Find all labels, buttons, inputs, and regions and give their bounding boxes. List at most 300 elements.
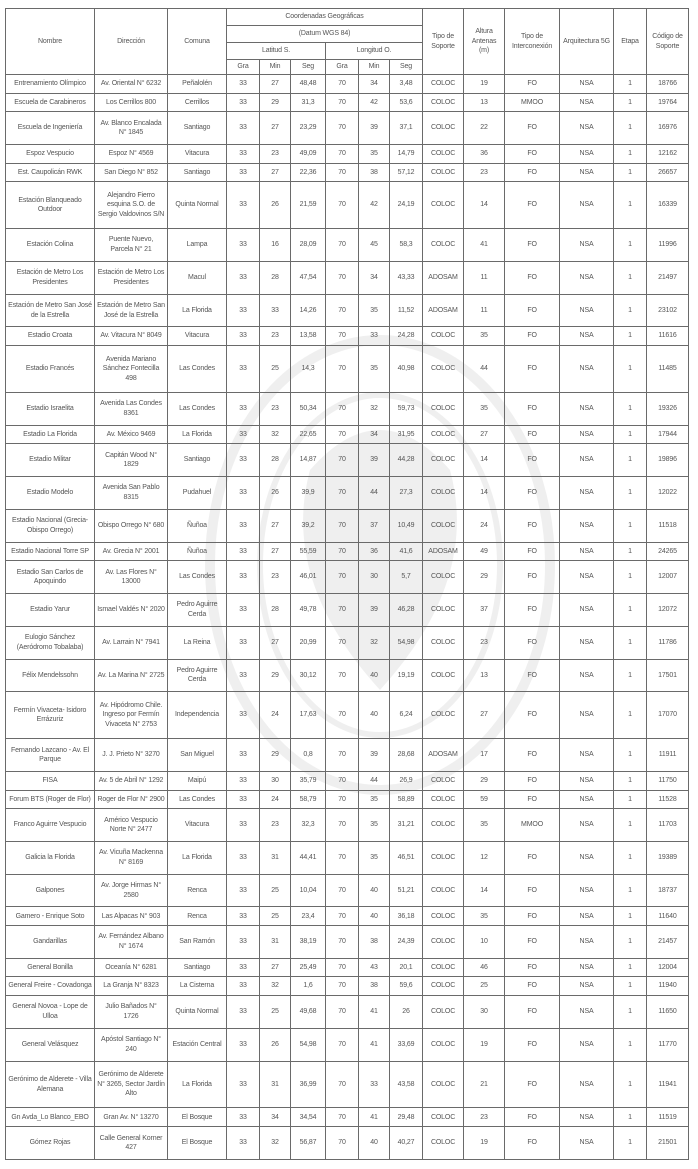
cell-tipo-soporte: ADOSAM <box>423 294 464 327</box>
cell-altura: 10 <box>464 926 505 959</box>
cell-interconexion: FO <box>505 346 560 393</box>
cell-lon-min: 35 <box>359 790 390 809</box>
cell-lon-gra: 70 <box>326 593 359 626</box>
cell-direccion: Av. Las Flores N° 13000 <box>95 561 168 594</box>
cell-interconexion: FO <box>505 996 560 1029</box>
cell-nombre: Galpones <box>6 874 95 907</box>
cell-tipo-soporte: COLOC <box>423 444 464 477</box>
cell-lat-seg: 49,68 <box>291 996 326 1029</box>
cell-altura: 29 <box>464 771 505 790</box>
cell-lat-seg: 54,98 <box>291 1028 326 1061</box>
cell-altura: 19 <box>464 1028 505 1061</box>
cell-etapa: 1 <box>614 392 647 425</box>
cell-etapa: 1 <box>614 229 647 262</box>
table-row <box>6 1061 689 1108</box>
cell-lon-seg: 19,19 <box>390 659 423 692</box>
cell-tipo-soporte: COLOC <box>423 75 464 94</box>
cell-altura: 30 <box>464 996 505 1029</box>
cell-nombre: General Velásquez <box>6 1028 95 1061</box>
cell-lat-gra: 33 <box>227 841 260 874</box>
cell-nombre: Félix Mendelssohn <box>6 659 95 692</box>
cell-comuna: La Florida <box>168 294 227 327</box>
table-row <box>6 1028 689 1061</box>
cell-altura: 41 <box>464 229 505 262</box>
cell-lat-gra: 33 <box>227 977 260 996</box>
cell-lon-seg: 28,68 <box>390 739 423 772</box>
cell-arquitectura: NSA <box>560 1127 614 1160</box>
cell-lon-seg: 24,19 <box>390 182 423 229</box>
cell-codigo: 11996 <box>647 229 689 262</box>
table-row <box>6 907 689 926</box>
cell-arquitectura: NSA <box>560 771 614 790</box>
cell-arquitectura: NSA <box>560 1028 614 1061</box>
cell-tipo-soporte: COLOC <box>423 1028 464 1061</box>
cell-nombre: Estación Blanqueado Outdoor <box>6 182 95 229</box>
cell-altura: 46 <box>464 958 505 977</box>
cell-etapa: 1 <box>614 327 647 346</box>
cell-etapa: 1 <box>614 163 647 182</box>
cell-arquitectura: NSA <box>560 958 614 977</box>
cell-nombre: Estadio Yarur <box>6 593 95 626</box>
cell-arquitectura: NSA <box>560 392 614 425</box>
cell-arquitectura: NSA <box>560 327 614 346</box>
cell-codigo: 19896 <box>647 444 689 477</box>
header-tipo-interconexion: Tipo de Interconexión <box>505 9 560 75</box>
cell-lat-seg: 49,78 <box>291 593 326 626</box>
cell-lon-min: 41 <box>359 1108 390 1127</box>
cell-lat-min: 32 <box>260 977 291 996</box>
cell-comuna: Renca <box>168 907 227 926</box>
cell-arquitectura: NSA <box>560 112 614 145</box>
cell-etapa: 1 <box>614 874 647 907</box>
cell-lat-min: 27 <box>260 75 291 94</box>
cell-lat-seg: 13,58 <box>291 327 326 346</box>
cell-arquitectura: NSA <box>560 93 614 112</box>
cell-interconexion: FO <box>505 739 560 772</box>
table-row <box>6 261 689 294</box>
cell-lon-min: 40 <box>359 874 390 907</box>
cell-lat-seg: 22,36 <box>291 163 326 182</box>
cell-comuna: La Cisterna <box>168 977 227 996</box>
cell-direccion: Gerónimo de Alderete N° 3265, Sector Jardín Alto <box>95 1061 168 1108</box>
cell-lat-seg: 14,87 <box>291 444 326 477</box>
cell-tipo-soporte: COLOC <box>423 926 464 959</box>
cell-lat-seg: 39,9 <box>291 477 326 510</box>
cell-direccion: Obispo Orrego N° 680 <box>95 509 168 542</box>
cell-lon-seg: 46,28 <box>390 593 423 626</box>
cell-nombre: General Bonilla <box>6 958 95 977</box>
cell-tipo-soporte: COLOC <box>423 327 464 346</box>
cell-codigo: 17501 <box>647 659 689 692</box>
cell-lat-gra: 33 <box>227 771 260 790</box>
cell-direccion: La Granja N° 8323 <box>95 977 168 996</box>
cell-interconexion: FO <box>505 294 560 327</box>
cell-lon-seg: 51,21 <box>390 874 423 907</box>
cell-arquitectura: NSA <box>560 739 614 772</box>
cell-altura: 13 <box>464 93 505 112</box>
cell-etapa: 1 <box>614 294 647 327</box>
cell-lat-min: 23 <box>260 809 291 842</box>
cell-comuna: La Florida <box>168 425 227 444</box>
cell-lon-min: 33 <box>359 1061 390 1108</box>
cell-lon-seg: 5,7 <box>390 561 423 594</box>
cell-lat-min: 26 <box>260 182 291 229</box>
table-row <box>6 739 689 772</box>
cell-altura: 19 <box>464 75 505 94</box>
header-altura: Altura Antenas (m) <box>464 9 505 75</box>
table-row <box>6 542 689 561</box>
cell-direccion: Los Cerrillos 800 <box>95 93 168 112</box>
cell-lat-gra: 33 <box>227 1108 260 1127</box>
table-row <box>6 425 689 444</box>
cell-altura: 37 <box>464 593 505 626</box>
cell-lat-min: 29 <box>260 739 291 772</box>
header-lon-seg: Seg <box>390 60 423 75</box>
cell-interconexion: FO <box>505 692 560 739</box>
cell-lon-min: 38 <box>359 163 390 182</box>
cell-lat-min: 27 <box>260 112 291 145</box>
cell-lat-gra: 33 <box>227 996 260 1029</box>
cell-tipo-soporte: COLOC <box>423 659 464 692</box>
cell-arquitectura: NSA <box>560 163 614 182</box>
cell-lon-gra: 70 <box>326 874 359 907</box>
cell-interconexion: FO <box>505 874 560 907</box>
cell-lon-min: 36 <box>359 542 390 561</box>
cell-arquitectura: NSA <box>560 144 614 163</box>
cell-lat-min: 16 <box>260 229 291 262</box>
table-row <box>6 561 689 594</box>
table-row <box>6 926 689 959</box>
cell-lon-seg: 31,21 <box>390 809 423 842</box>
cell-codigo: 21457 <box>647 926 689 959</box>
cell-lat-gra: 33 <box>227 692 260 739</box>
cell-lat-seg: 35,79 <box>291 771 326 790</box>
cell-lat-seg: 58,79 <box>291 790 326 809</box>
cell-lon-gra: 70 <box>326 144 359 163</box>
cell-lat-gra: 33 <box>227 561 260 594</box>
cell-altura: 17 <box>464 739 505 772</box>
cell-lon-seg: 20,1 <box>390 958 423 977</box>
cell-lat-gra: 33 <box>227 626 260 659</box>
cell-lon-min: 42 <box>359 93 390 112</box>
cell-tipo-soporte: COLOC <box>423 392 464 425</box>
table-row <box>6 771 689 790</box>
table-row <box>6 996 689 1029</box>
cell-nombre: Estadio Francés <box>6 346 95 393</box>
cell-lat-min: 27 <box>260 542 291 561</box>
cell-lon-seg: 26 <box>390 996 423 1029</box>
cell-lat-seg: 50,34 <box>291 392 326 425</box>
cell-lat-gra: 33 <box>227 926 260 959</box>
cell-arquitectura: NSA <box>560 996 614 1029</box>
cell-lon-gra: 70 <box>326 926 359 959</box>
cell-lon-gra: 70 <box>326 1108 359 1127</box>
cell-codigo: 11770 <box>647 1028 689 1061</box>
cell-tipo-soporte: COLOC <box>423 977 464 996</box>
cell-etapa: 1 <box>614 346 647 393</box>
cell-etapa: 1 <box>614 144 647 163</box>
cell-direccion: Julio Bañados N° 1726 <box>95 996 168 1029</box>
cell-nombre: Escuela de Carabineros <box>6 93 95 112</box>
cell-lat-gra: 33 <box>227 261 260 294</box>
cell-lon-gra: 70 <box>326 346 359 393</box>
cell-lat-min: 24 <box>260 790 291 809</box>
header-latitud: Latitud S. <box>227 43 326 60</box>
cell-codigo: 19326 <box>647 392 689 425</box>
cell-lon-seg: 41,6 <box>390 542 423 561</box>
cell-etapa: 1 <box>614 739 647 772</box>
cell-arquitectura: NSA <box>560 926 614 959</box>
cell-direccion: Américo Vespucio Norte N° 2477 <box>95 809 168 842</box>
cell-nombre: Estación Colina <box>6 229 95 262</box>
cell-nombre: Estadio Croata <box>6 327 95 346</box>
cell-interconexion: FO <box>505 841 560 874</box>
cell-arquitectura: NSA <box>560 1108 614 1127</box>
cell-etapa: 1 <box>614 1108 647 1127</box>
cell-tipo-soporte: COLOC <box>423 509 464 542</box>
cell-lat-min: 31 <box>260 1061 291 1108</box>
cell-lat-gra: 33 <box>227 907 260 926</box>
cell-nombre: Espoz Vespucio <box>6 144 95 163</box>
cell-lat-min: 32 <box>260 1127 291 1160</box>
cell-altura: 36 <box>464 144 505 163</box>
cell-interconexion: FO <box>505 444 560 477</box>
table-row <box>6 144 689 163</box>
cell-direccion: Oceanía N° 6281 <box>95 958 168 977</box>
table-row <box>6 1127 689 1160</box>
cell-tipo-soporte: COLOC <box>423 958 464 977</box>
cell-direccion: Av. Vicuña Mackenna N° 8169 <box>95 841 168 874</box>
table-row <box>6 477 689 510</box>
cell-arquitectura: NSA <box>560 659 614 692</box>
cell-lon-min: 34 <box>359 261 390 294</box>
cell-arquitectura: NSA <box>560 229 614 262</box>
cell-nombre: Gerónimo de Alderete - Villa Alemana <box>6 1061 95 1108</box>
table-row <box>6 841 689 874</box>
cell-lat-min: 28 <box>260 444 291 477</box>
cell-lon-min: 39 <box>359 112 390 145</box>
cell-comuna: Quinta Normal <box>168 182 227 229</box>
cell-comuna: Las Condes <box>168 346 227 393</box>
cell-etapa: 1 <box>614 1028 647 1061</box>
cell-lat-seg: 0,8 <box>291 739 326 772</box>
cell-lon-seg: 58,89 <box>390 790 423 809</box>
cell-direccion: Capitán Wood N° 1829 <box>95 444 168 477</box>
cell-comuna: Las Condes <box>168 561 227 594</box>
cell-direccion: Apóstol Santiago N° 240 <box>95 1028 168 1061</box>
cell-lon-seg: 31,95 <box>390 425 423 444</box>
cell-interconexion: FO <box>505 75 560 94</box>
cell-interconexion: FO <box>505 542 560 561</box>
cell-altura: 19 <box>464 1127 505 1160</box>
cell-tipo-soporte: COLOC <box>423 182 464 229</box>
cell-comuna: Santiago <box>168 163 227 182</box>
cell-lon-gra: 70 <box>326 425 359 444</box>
cell-lon-min: 35 <box>359 144 390 163</box>
cell-lon-seg: 36,18 <box>390 907 423 926</box>
cell-lat-seg: 49,09 <box>291 144 326 163</box>
cell-codigo: 21497 <box>647 261 689 294</box>
cell-lon-min: 44 <box>359 477 390 510</box>
cell-lat-min: 27 <box>260 626 291 659</box>
cell-lat-gra: 33 <box>227 392 260 425</box>
cell-comuna: Las Condes <box>168 790 227 809</box>
cell-lat-min: 26 <box>260 1028 291 1061</box>
cell-interconexion: MMOO <box>505 93 560 112</box>
table-row <box>6 809 689 842</box>
cell-lon-min: 40 <box>359 692 390 739</box>
cell-lon-gra: 70 <box>326 93 359 112</box>
cell-comuna: San Miguel <box>168 739 227 772</box>
table-header <box>6 9 689 75</box>
cell-lon-min: 35 <box>359 809 390 842</box>
cell-etapa: 1 <box>614 926 647 959</box>
cell-lon-seg: 10,49 <box>390 509 423 542</box>
cell-lon-gra: 70 <box>326 229 359 262</box>
table-row <box>6 182 689 229</box>
cell-lon-gra: 70 <box>326 75 359 94</box>
cell-codigo: 26657 <box>647 163 689 182</box>
cell-etapa: 1 <box>614 958 647 977</box>
cell-altura: 49 <box>464 542 505 561</box>
cell-etapa: 1 <box>614 626 647 659</box>
cell-tipo-soporte: COLOC <box>423 229 464 262</box>
cell-tipo-soporte: COLOC <box>423 1061 464 1108</box>
cell-etapa: 1 <box>614 542 647 561</box>
cell-interconexion: FO <box>505 626 560 659</box>
cell-lon-min: 37 <box>359 509 390 542</box>
cell-comuna: La Reina <box>168 626 227 659</box>
table-row <box>6 327 689 346</box>
cell-lon-seg: 46,51 <box>390 841 423 874</box>
cell-lon-gra: 70 <box>326 112 359 145</box>
cell-direccion: Alejandro Fierro esquina S.O. de Sergio Valdovinos S/N <box>95 182 168 229</box>
cell-codigo: 12007 <box>647 561 689 594</box>
cell-lat-min: 23 <box>260 561 291 594</box>
cell-lon-min: 39 <box>359 444 390 477</box>
cell-lon-gra: 70 <box>326 261 359 294</box>
cell-lon-seg: 24,28 <box>390 327 423 346</box>
cell-lon-gra: 70 <box>326 294 359 327</box>
cell-altura: 11 <box>464 294 505 327</box>
cell-lon-min: 39 <box>359 593 390 626</box>
cell-tipo-soporte: COLOC <box>423 1108 464 1127</box>
cell-direccion: Avenida San Pablo 8315 <box>95 477 168 510</box>
cell-codigo: 11616 <box>647 327 689 346</box>
cell-lon-gra: 70 <box>326 477 359 510</box>
cell-lon-gra: 70 <box>326 561 359 594</box>
cell-lat-gra: 33 <box>227 809 260 842</box>
cell-tipo-soporte: COLOC <box>423 626 464 659</box>
cell-nombre: Galicia la Florida <box>6 841 95 874</box>
cell-lon-gra: 70 <box>326 1127 359 1160</box>
cell-tipo-soporte: COLOC <box>423 771 464 790</box>
cell-arquitectura: NSA <box>560 561 614 594</box>
cell-lon-seg: 33,69 <box>390 1028 423 1061</box>
cell-nombre: Franco Aguirre Vespucio <box>6 809 95 842</box>
header-coordenadas: Coordenadas Geográficas <box>227 9 423 26</box>
cell-arquitectura: NSA <box>560 261 614 294</box>
cell-lat-min: 28 <box>260 593 291 626</box>
cell-lat-gra: 33 <box>227 958 260 977</box>
cell-etapa: 1 <box>614 444 647 477</box>
cell-comuna: Vitacura <box>168 144 227 163</box>
header-direccion: Dirección <box>95 9 168 75</box>
cell-interconexion: FO <box>505 112 560 145</box>
cell-codigo: 11750 <box>647 771 689 790</box>
cell-lat-seg: 56,87 <box>291 1127 326 1160</box>
cell-arquitectura: NSA <box>560 593 614 626</box>
cell-altura: 35 <box>464 907 505 926</box>
cell-comuna: Quinta Normal <box>168 996 227 1029</box>
cell-altura: 29 <box>464 561 505 594</box>
cell-lat-gra: 33 <box>227 93 260 112</box>
cell-lon-min: 39 <box>359 739 390 772</box>
cell-lat-gra: 33 <box>227 790 260 809</box>
cell-arquitectura: NSA <box>560 346 614 393</box>
cell-direccion: Las Alpacas N° 903 <box>95 907 168 926</box>
cell-lon-min: 44 <box>359 771 390 790</box>
cell-lon-min: 35 <box>359 294 390 327</box>
cell-lat-min: 27 <box>260 163 291 182</box>
cell-nombre: FISA <box>6 771 95 790</box>
cell-codigo: 11786 <box>647 626 689 659</box>
cell-codigo: 16976 <box>647 112 689 145</box>
cell-lat-min: 29 <box>260 659 291 692</box>
cell-lat-min: 24 <box>260 692 291 739</box>
header-datum: (Datum WGS 84) <box>227 26 423 43</box>
cell-altura: 44 <box>464 346 505 393</box>
cell-altura: 23 <box>464 626 505 659</box>
cell-comuna: Macul <box>168 261 227 294</box>
cell-direccion: Estación de Metro San José de la Estrella <box>95 294 168 327</box>
cell-direccion: Calle General Korner 427 <box>95 1127 168 1160</box>
cell-codigo: 21501 <box>647 1127 689 1160</box>
cell-direccion: Av. Fernández Albano N° 1674 <box>95 926 168 959</box>
cell-comuna: Independencia <box>168 692 227 739</box>
cell-codigo: 16339 <box>647 182 689 229</box>
cell-lat-gra: 33 <box>227 593 260 626</box>
cell-arquitectura: NSA <box>560 1061 614 1108</box>
cell-nombre: Entrenamiento Olímpico <box>6 75 95 94</box>
cell-lat-min: 33 <box>260 294 291 327</box>
cell-lat-seg: 30,12 <box>291 659 326 692</box>
cell-codigo: 19389 <box>647 841 689 874</box>
cell-tipo-soporte: COLOC <box>423 477 464 510</box>
cell-codigo: 18737 <box>647 874 689 907</box>
cell-codigo: 11528 <box>647 790 689 809</box>
header-lon-gra: Gra <box>326 60 359 75</box>
cell-altura: 14 <box>464 444 505 477</box>
cell-codigo: 11940 <box>647 977 689 996</box>
cell-tipo-soporte: COLOC <box>423 790 464 809</box>
header-lon-min: Min <box>359 60 390 75</box>
cell-lon-min: 40 <box>359 659 390 692</box>
cell-lon-gra: 70 <box>326 327 359 346</box>
cell-etapa: 1 <box>614 561 647 594</box>
cell-lon-min: 38 <box>359 926 390 959</box>
cell-lat-gra: 33 <box>227 444 260 477</box>
cell-interconexion: FO <box>505 1028 560 1061</box>
cell-comuna: La Florida <box>168 1061 227 1108</box>
cell-lon-gra: 70 <box>326 626 359 659</box>
cell-nombre: Fernando Lazcano - Av. El Parque <box>6 739 95 772</box>
cell-altura: 35 <box>464 809 505 842</box>
cell-lon-min: 40 <box>359 1127 390 1160</box>
table-row <box>6 790 689 809</box>
cell-lat-seg: 46,01 <box>291 561 326 594</box>
cell-etapa: 1 <box>614 75 647 94</box>
